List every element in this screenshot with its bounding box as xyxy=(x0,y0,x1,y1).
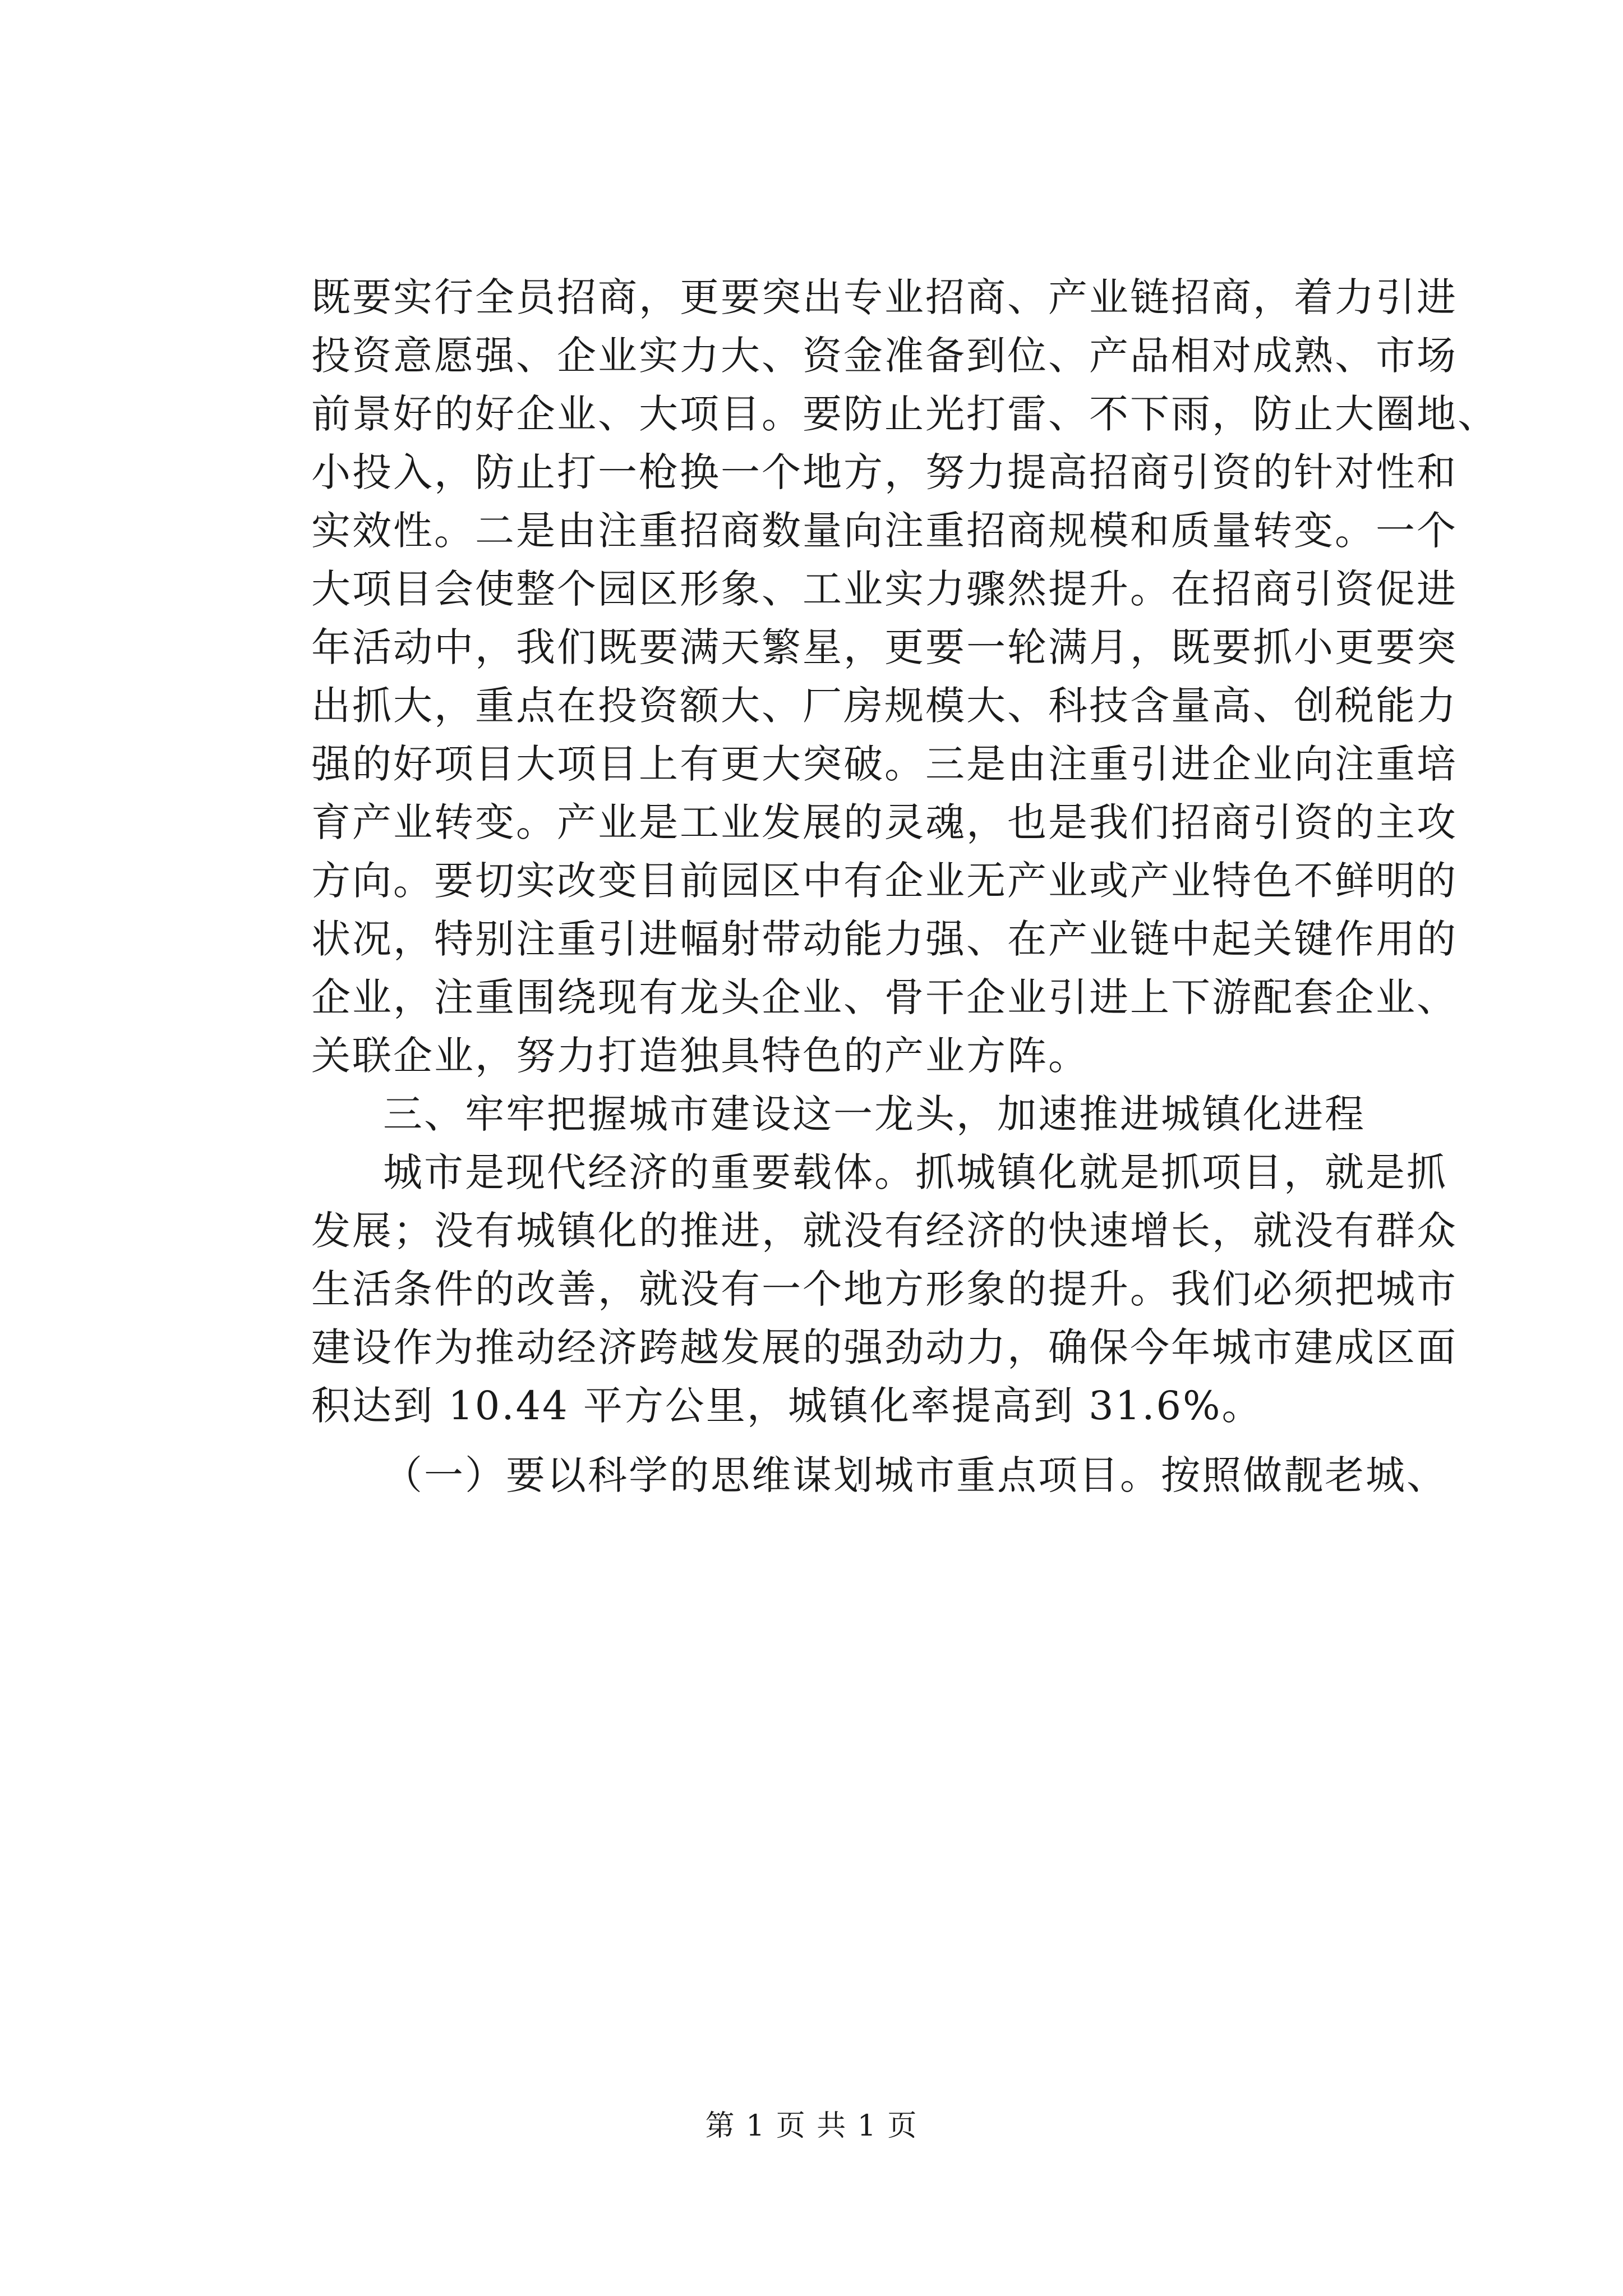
text-line: 出抓大，重点在投资额大、厂房规模大、科技含量高、创税能力 xyxy=(311,683,1458,729)
text-line: 城市是现代经济的重要载体。抓城镇化就是抓项目，就是抓 xyxy=(383,1149,1447,1195)
document-body xyxy=(311,268,1498,1504)
text-line: 积达到 10.44 平方公里，城镇化率提高到 31.6%。 xyxy=(311,1383,1263,1429)
text-line: 既要实行全员招商，更要突出专业招商、产业链招商，着力引进 xyxy=(311,274,1458,320)
text-line: 生活条件的改善，就没有一个地方形象的提升。我们必须把城市 xyxy=(311,1266,1458,1312)
text-line: 建设作为推动经济跨越发展的强劲动力，确保今年城市建成区面 xyxy=(311,1324,1458,1370)
text-line: 年活动中，我们既要满天繁星，更要一轮满月，既要抓小更要突 xyxy=(311,624,1458,670)
text-line: 大项目会使整个园区形象、工业实力骤然提升。在招商引资促进 xyxy=(311,566,1458,612)
text-line: 小投入，防止打一枪换一个地方，努力提高招商引资的针对性和 xyxy=(311,449,1458,495)
text-line: 关联企业，努力打造独具特色的产业方阵。 xyxy=(311,1033,1089,1079)
text-line: 前景好的好企业、大项目。要防止光打雷、不下雨，防止大圈地、 xyxy=(311,391,1498,437)
text-line: 投资意愿强、企业实力大、资金准备到位、产品相对成熟、市场 xyxy=(311,333,1458,379)
text-line: 状况，特别注重引进幅射带动能力强、在产业链中起关键作用的 xyxy=(311,916,1458,962)
subsection-line: （一）要以科学的思维谋划城市重点项目。按照做靓老城、 xyxy=(383,1452,1447,1498)
text-line: 强的好项目大项目上有更大突破。三是由注重引进企业向注重培 xyxy=(311,741,1458,787)
section-heading: 三、牢牢把握城市建设这一龙头，加速推进城镇化进程 xyxy=(383,1091,1366,1137)
text-line: 育产业转变。产业是工业发展的灵魂，也是我们招商引资的主攻 xyxy=(311,799,1458,845)
text-line: 方向。要切实改变目前园区中有企业无产业或产业特色不鲜明的 xyxy=(311,858,1458,904)
text-line: 企业，注重围绕现有龙头企业、骨干企业引进上下游配套企业、 xyxy=(311,974,1458,1020)
page-footer: 第 1 页 共 1 页 xyxy=(705,2109,918,2143)
text-line: 发展；没有城镇化的推进，就没有经济的快速增长，就没有群众 xyxy=(311,1208,1458,1254)
text-line: 实效性。二是由注重招商数量向注重招商规模和质量转变。一个 xyxy=(311,508,1458,554)
